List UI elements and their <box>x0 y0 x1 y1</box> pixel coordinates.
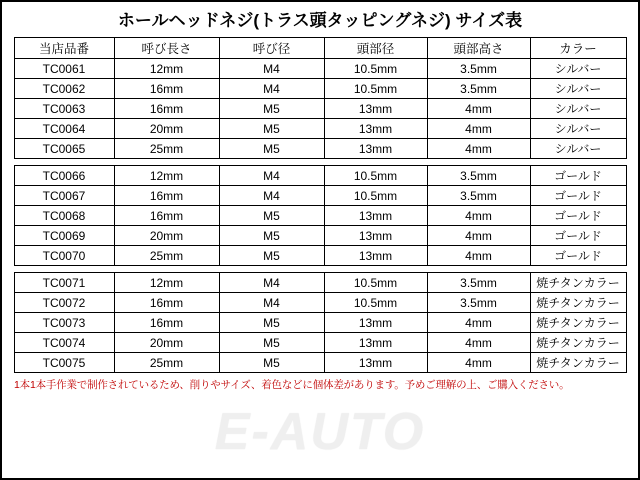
table-row <box>14 186 626 206</box>
cell-part-number: TC0073 <box>14 313 114 333</box>
cell-head-diameter: 10.5mm <box>324 273 427 293</box>
cell-head-height: 4mm <box>427 226 530 246</box>
cell-length: 16mm <box>114 293 219 313</box>
cell-head-diameter: 13mm <box>324 353 427 373</box>
cell-part-number: TC0062 <box>14 79 114 99</box>
cell-diameter: M4 <box>219 79 324 99</box>
page-title: ホールヘッドネジ(トラス頭タッピングネジ) サイズ表 <box>117 11 523 30</box>
cell-head-height: 3.5mm <box>427 293 530 313</box>
cell-head-height: 3.5mm <box>427 79 530 99</box>
cell-head-height: 3.5mm <box>427 166 530 186</box>
table-row <box>14 246 626 266</box>
cell-part-number: TC0072 <box>14 293 114 313</box>
cell-part-number: TC0069 <box>14 226 114 246</box>
table-row <box>14 206 626 226</box>
cell-length: 12mm <box>114 166 219 186</box>
column-header-diameter: 呼び径 <box>219 38 324 59</box>
table-header <box>14 38 626 59</box>
cell-length: 20mm <box>114 333 219 353</box>
cell-head-height: 4mm <box>427 333 530 353</box>
cell-diameter: M4 <box>219 186 324 206</box>
cell-part-number: TC0066 <box>14 166 114 186</box>
cell-diameter: M4 <box>219 166 324 186</box>
table-row <box>14 353 626 373</box>
column-header-part-number: 当店品番 <box>14 38 114 59</box>
cell-head-height: 3.5mm <box>427 273 530 293</box>
cell-length: 25mm <box>114 139 219 159</box>
disclaimer-note: 1本1本手作業で制作されているため、削りやサイズ、着色などに個体差があります。予めご理解の上、ご購入ください。 <box>14 379 570 391</box>
table-row <box>14 333 626 353</box>
table-row <box>14 59 626 79</box>
cell-head-diameter: 10.5mm <box>324 59 427 79</box>
cell-length: 12mm <box>114 59 219 79</box>
table-body-silver <box>14 59 626 166</box>
cell-head-diameter: 13mm <box>324 139 427 159</box>
cell-part-number: TC0074 <box>14 333 114 353</box>
cell-diameter: M4 <box>219 293 324 313</box>
cell-diameter: M5 <box>219 206 324 226</box>
cell-diameter: M5 <box>219 99 324 119</box>
cell-part-number: TC0068 <box>14 206 114 226</box>
table-row <box>14 313 626 333</box>
cell-head-height: 3.5mm <box>427 59 530 79</box>
cell-head-diameter: 13mm <box>324 206 427 226</box>
cell-diameter: M5 <box>219 246 324 266</box>
cell-head-height: 4mm <box>427 139 530 159</box>
group-spacer-cell <box>14 266 626 273</box>
table-row <box>14 226 626 246</box>
cell-head-height: 4mm <box>427 246 530 266</box>
cell-length: 20mm <box>114 119 219 139</box>
cell-part-number: TC0070 <box>14 246 114 266</box>
cell-color: シルバー <box>530 139 626 159</box>
table-row <box>14 139 626 159</box>
cell-head-height: 4mm <box>427 353 530 373</box>
cell-color: ゴールド <box>530 166 626 186</box>
cell-diameter: M5 <box>219 139 324 159</box>
cell-color: 焼チタンカラー <box>530 353 626 373</box>
table-header-row <box>14 38 626 59</box>
cell-length: 16mm <box>114 186 219 206</box>
cell-part-number: TC0064 <box>14 119 114 139</box>
cell-length: 25mm <box>114 353 219 373</box>
brand-watermark <box>2 404 638 460</box>
group-spacer-cell <box>14 159 626 166</box>
cell-part-number: TC0063 <box>14 99 114 119</box>
cell-part-number: TC0067 <box>14 186 114 206</box>
cell-head-diameter: 10.5mm <box>324 79 427 99</box>
cell-color: 焼チタンカラー <box>530 293 626 313</box>
cell-diameter: M4 <box>219 59 324 79</box>
group-spacer <box>14 159 626 166</box>
cell-head-height: 4mm <box>427 99 530 119</box>
cell-head-diameter: 10.5mm <box>324 186 427 206</box>
cell-length: 12mm <box>114 273 219 293</box>
table-row <box>14 79 626 99</box>
brand-watermark-text: E-AUTO <box>214 403 426 461</box>
cell-color: ゴールド <box>530 246 626 266</box>
column-header-head-diameter: 頭部径 <box>324 38 427 59</box>
cell-length: 20mm <box>114 226 219 246</box>
table-row <box>14 119 626 139</box>
cell-diameter: M5 <box>219 353 324 373</box>
cell-diameter: M5 <box>219 333 324 353</box>
table-row <box>14 293 626 313</box>
cell-color: シルバー <box>530 99 626 119</box>
table-row <box>14 99 626 119</box>
cell-color: 焼チタンカラー <box>530 333 626 353</box>
column-header-head-height: 頭部高さ <box>427 38 530 59</box>
cell-diameter: M5 <box>219 119 324 139</box>
cell-diameter: M4 <box>219 273 324 293</box>
cell-head-height: 3.5mm <box>427 186 530 206</box>
cell-length: 16mm <box>114 79 219 99</box>
cell-part-number: TC0061 <box>14 59 114 79</box>
cell-color: シルバー <box>530 59 626 79</box>
cell-part-number: TC0065 <box>14 139 114 159</box>
cell-color: ゴールド <box>530 226 626 246</box>
cell-length: 16mm <box>114 206 219 226</box>
cell-diameter: M5 <box>219 226 324 246</box>
cell-head-diameter: 13mm <box>324 246 427 266</box>
cell-head-diameter: 13mm <box>324 226 427 246</box>
cell-head-diameter: 13mm <box>324 333 427 353</box>
table-body-burnt-titanium <box>14 273 626 373</box>
size-table <box>14 37 627 373</box>
cell-head-diameter: 13mm <box>324 99 427 119</box>
cell-color: シルバー <box>530 79 626 99</box>
group-spacer <box>14 266 626 273</box>
table-row <box>14 166 626 186</box>
cell-color: 焼チタンカラー <box>530 313 626 333</box>
cell-head-diameter: 13mm <box>324 119 427 139</box>
column-header-color: カラー <box>530 38 626 59</box>
column-header-length: 呼び長さ <box>114 38 219 59</box>
cell-color: シルバー <box>530 119 626 139</box>
cell-head-height: 4mm <box>427 313 530 333</box>
cell-color: 焼チタンカラー <box>530 273 626 293</box>
cell-part-number: TC0071 <box>14 273 114 293</box>
cell-length: 16mm <box>114 313 219 333</box>
cell-head-diameter: 13mm <box>324 313 427 333</box>
cell-head-diameter: 10.5mm <box>324 166 427 186</box>
cell-color: ゴールド <box>530 186 626 206</box>
cell-color: ゴールド <box>530 206 626 226</box>
cell-length: 16mm <box>114 99 219 119</box>
cell-head-height: 4mm <box>427 119 530 139</box>
cell-diameter: M5 <box>219 313 324 333</box>
table-row <box>14 273 626 293</box>
cell-head-height: 4mm <box>427 206 530 226</box>
cell-part-number: TC0075 <box>14 353 114 373</box>
cell-length: 25mm <box>114 246 219 266</box>
cell-head-diameter: 10.5mm <box>324 293 427 313</box>
table-body-gold <box>14 166 626 273</box>
